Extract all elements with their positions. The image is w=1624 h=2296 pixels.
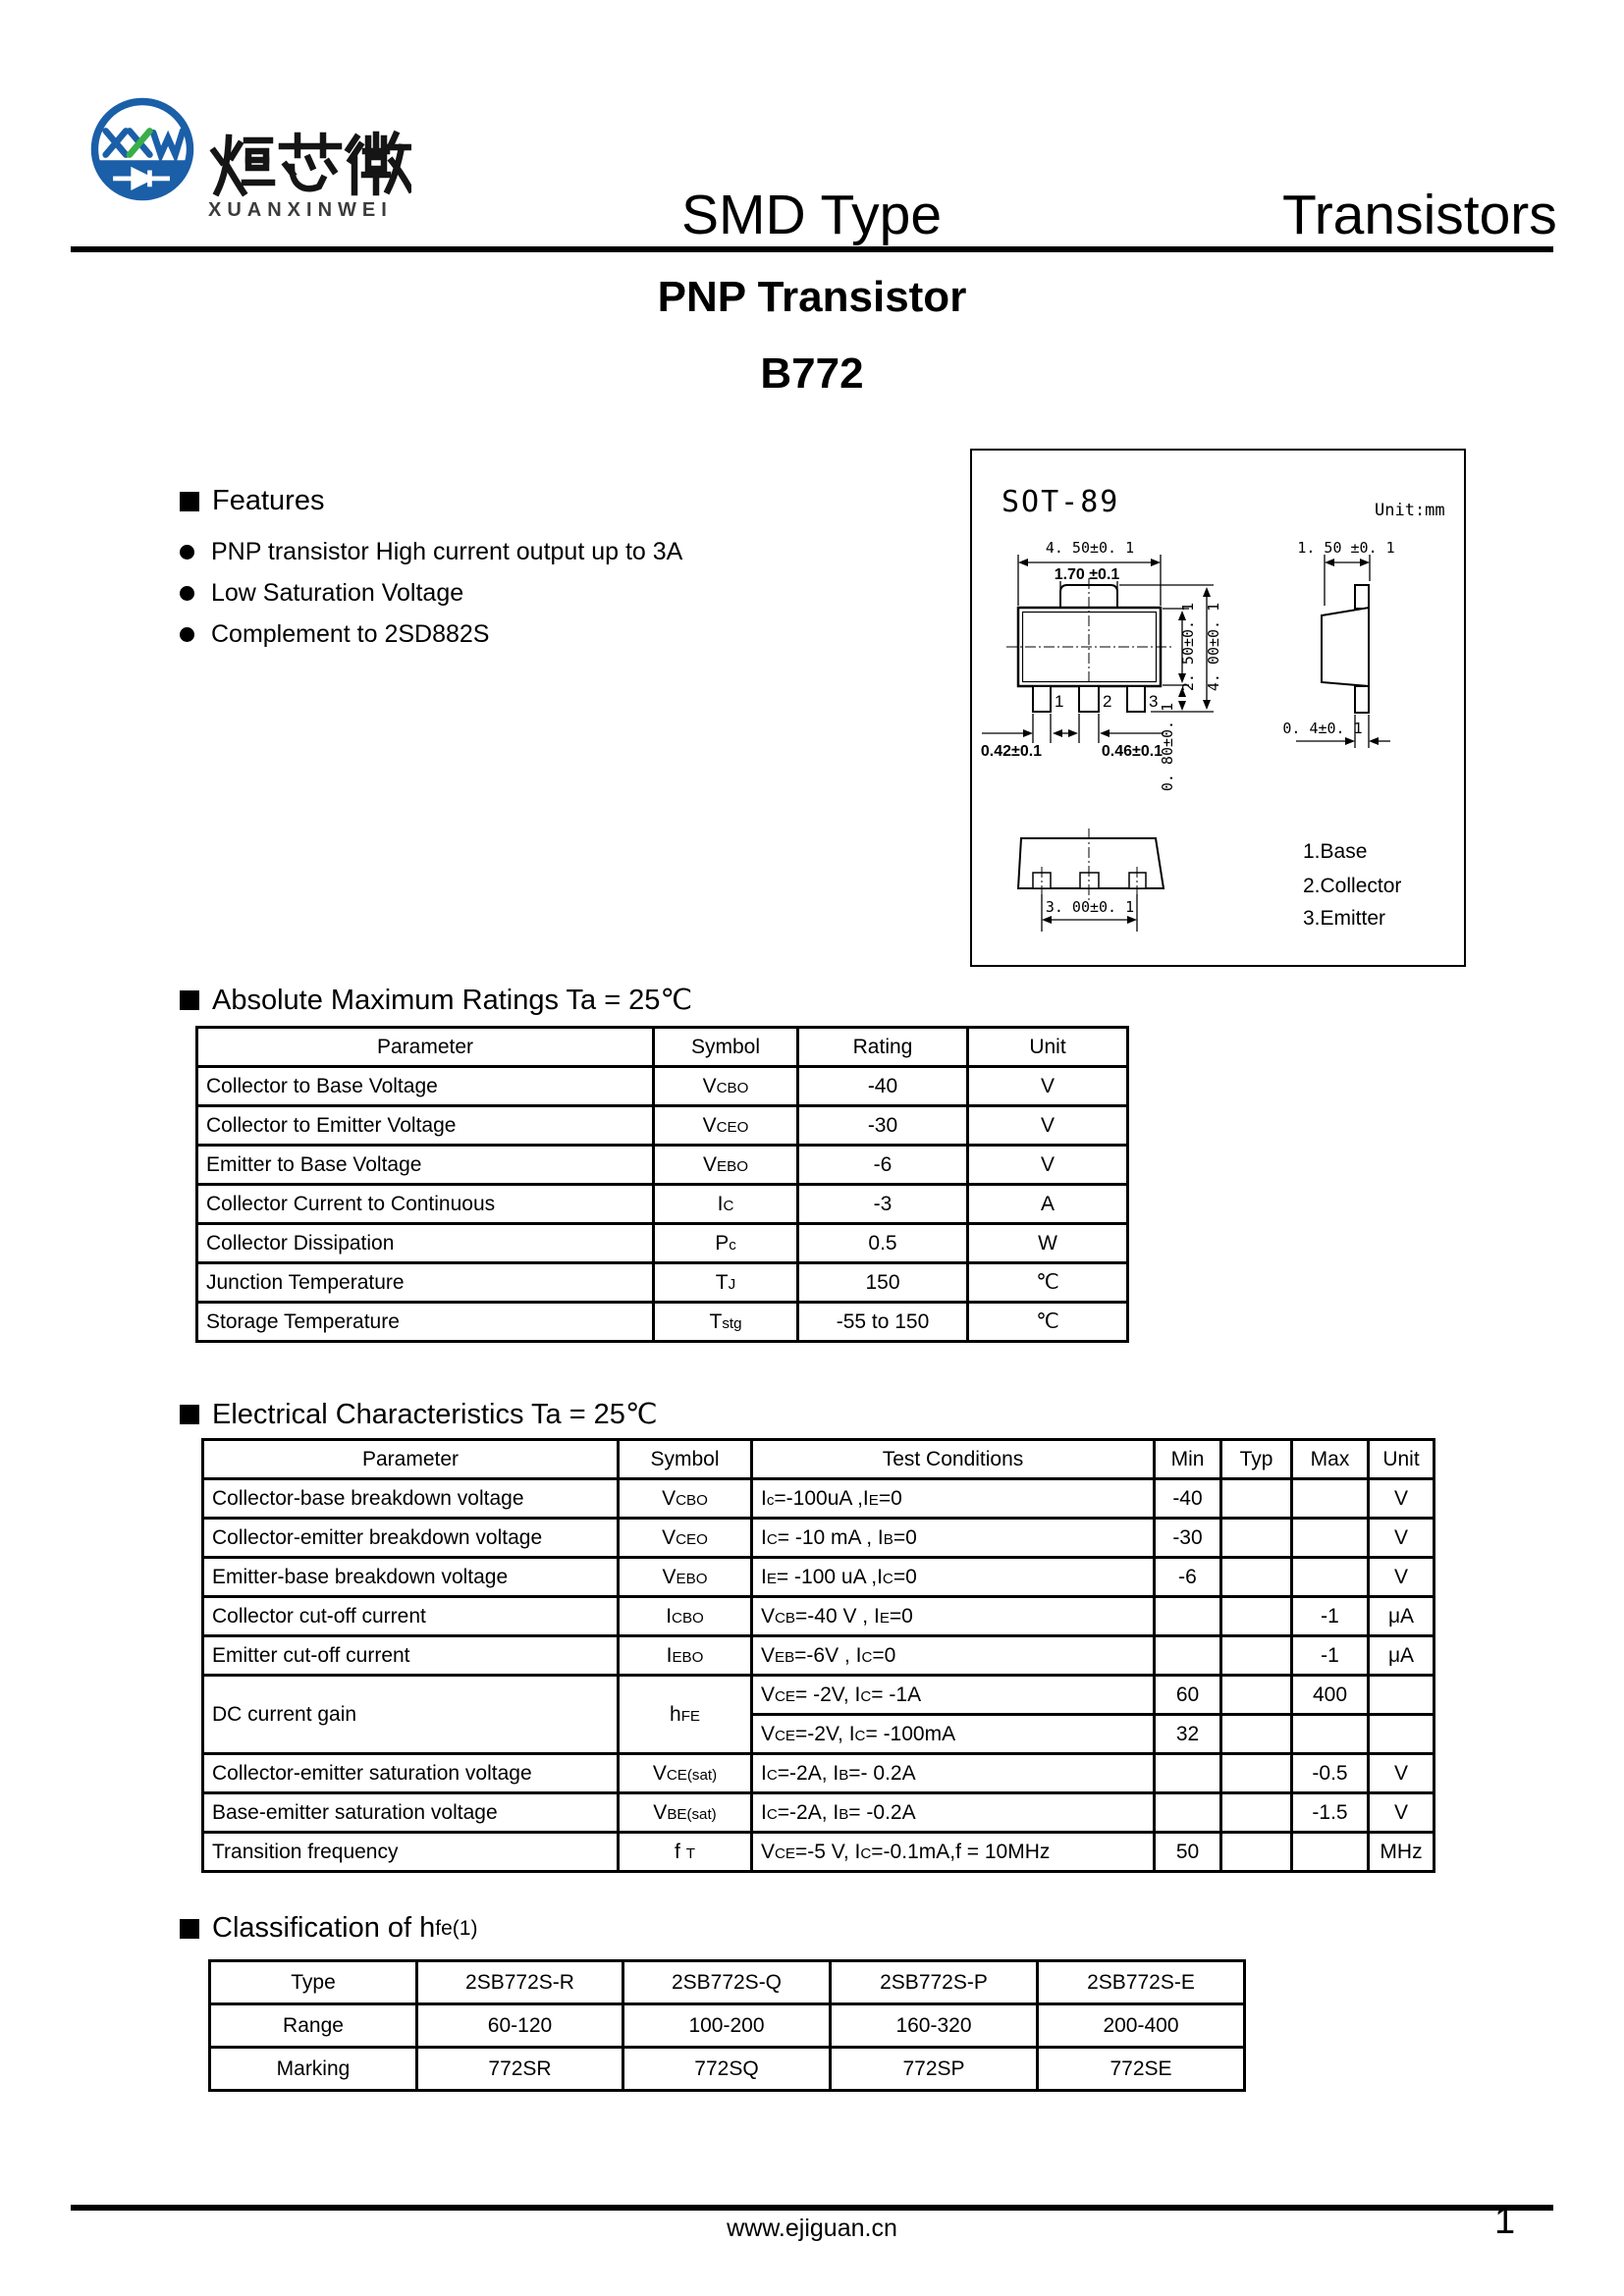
max-cell: -1 — [1292, 1597, 1369, 1636]
cond-cell: IC=-2A, IB= -0.2A — [752, 1793, 1155, 1833]
pin-name-collector: 2.Collector — [1303, 875, 1402, 897]
param-cell: Junction Temperature — [197, 1263, 654, 1303]
col-header-parameter: Parameter — [203, 1440, 619, 1479]
pin-number-3: 3 — [1149, 692, 1159, 711]
type-cell: 2SB772S-R — [417, 1961, 623, 2004]
pin-name-base: 1.Base — [1303, 840, 1368, 863]
table-row — [210, 2004, 1245, 2048]
symbol-cell: TJ — [654, 1263, 798, 1303]
unit-cell: A — [968, 1185, 1128, 1224]
max-cell — [1292, 1715, 1369, 1754]
symbol-cell: VCEO — [619, 1519, 752, 1558]
col-header-parameter: Parameter — [197, 1028, 654, 1067]
symbol-cell: Pc — [654, 1224, 798, 1263]
col-header-min: Min — [1155, 1440, 1221, 1479]
table-row — [203, 1636, 1435, 1676]
symbol-cell: VEBO — [654, 1146, 798, 1185]
feature-text: PNP transistor High current output up to 3A — [211, 537, 683, 565]
min-cell: 60 — [1155, 1676, 1221, 1715]
rating-cell: 0.5 — [798, 1224, 968, 1263]
pin-number-2: 2 — [1103, 692, 1112, 711]
symbol-cell: IC — [654, 1185, 798, 1224]
symbol-cell: hFE — [619, 1676, 752, 1754]
symbol-cell: VCE(sat) — [619, 1754, 752, 1793]
cond-cell: Ic=-100uA ,IE=0 — [752, 1479, 1155, 1519]
typ-cell — [1221, 1833, 1292, 1872]
type-cell: 2SB772S-Q — [623, 1961, 831, 2004]
electrical-table — [201, 1438, 1435, 1873]
param-cell: Emitter-base breakdown voltage — [203, 1558, 619, 1597]
table-row — [197, 1106, 1128, 1146]
unit-cell: V — [968, 1067, 1128, 1106]
marking-cell: 772SE — [1038, 2048, 1245, 2091]
abs-max-table — [195, 1026, 1129, 1343]
type-cell: 2SB772S-E — [1038, 1961, 1245, 2004]
typ-cell — [1221, 1519, 1292, 1558]
param-cell: Base-emitter saturation voltage — [203, 1793, 619, 1833]
max-cell — [1292, 1479, 1369, 1519]
unit-cell: W — [968, 1224, 1128, 1263]
unit-cell — [1369, 1676, 1435, 1715]
classification-heading-label: Classification of h — [212, 1912, 436, 1944]
bullet-icon — [180, 545, 194, 560]
dim-total-height-label: 4. 00±0. 1 — [1205, 602, 1222, 692]
range-header-cell: Range — [210, 2004, 417, 2048]
col-header-unit: Unit — [1369, 1440, 1435, 1479]
param-cell: Collector Dissipation — [197, 1224, 654, 1263]
symbol-cell: VEBO — [619, 1558, 752, 1597]
company-name-chinese — [209, 130, 411, 200]
pin-number-1: 1 — [1055, 692, 1064, 711]
feature-item — [180, 572, 682, 614]
col-header-symbol: Symbol — [654, 1028, 798, 1067]
param-cell: Collector-base breakdown voltage — [203, 1479, 619, 1519]
min-cell — [1155, 1793, 1221, 1833]
unit-cell: ℃ — [968, 1263, 1128, 1303]
table-row — [197, 1185, 1128, 1224]
rating-cell: -3 — [798, 1185, 968, 1224]
typ-cell — [1221, 1558, 1292, 1597]
col-header-max: Max — [1292, 1440, 1369, 1479]
rating-cell: -30 — [798, 1106, 968, 1146]
typ-cell — [1221, 1793, 1292, 1833]
col-header-rating: Rating — [798, 1028, 968, 1067]
table-row — [203, 1558, 1435, 1597]
section-square-icon — [180, 1919, 199, 1939]
typ-cell — [1221, 1715, 1292, 1754]
symbol-cell: VBE(sat) — [619, 1793, 752, 1833]
max-cell — [1292, 1833, 1369, 1872]
cond-cell: VCE=-5 V, IC=-0.1mA,f = 10MHz — [752, 1833, 1155, 1872]
table-row — [197, 1263, 1128, 1303]
feature-item — [180, 531, 682, 572]
min-cell: -40 — [1155, 1479, 1221, 1519]
features-section-heading — [180, 485, 324, 517]
rating-cell: 150 — [798, 1263, 968, 1303]
param-cell: Collector-emitter breakdown voltage — [203, 1519, 619, 1558]
dim-tab-width-label: 1.70 ±0.1 — [1054, 566, 1120, 583]
param-cell: Collector-emitter saturation voltage — [203, 1754, 619, 1793]
unit-cell: μA — [1369, 1597, 1435, 1636]
package-outline-box — [970, 449, 1466, 967]
param-cell: DC current gain — [203, 1676, 619, 1754]
symbol-cell: f T — [619, 1833, 752, 1872]
section-square-icon — [180, 492, 199, 511]
feature-item — [180, 614, 682, 655]
table-header-row — [210, 1961, 1245, 2004]
typ-cell — [1221, 1479, 1292, 1519]
table-row — [197, 1303, 1128, 1342]
company-logo-mark — [87, 94, 197, 204]
pin-name-emitter: 3.Emitter — [1303, 907, 1386, 930]
bullet-icon — [180, 586, 194, 601]
bullet-icon — [180, 627, 194, 642]
package-name-label: SOT-89 — [1001, 485, 1120, 519]
type-cell: 2SB772S-P — [831, 1961, 1038, 2004]
unit-cell: V — [1369, 1558, 1435, 1597]
doc-category-heading: Transistors — [1282, 184, 1557, 246]
marking-header-cell: Marking — [210, 2048, 417, 2091]
cond-cell: VCE=-2V, IC= -100mA — [752, 1715, 1155, 1754]
min-cell — [1155, 1636, 1221, 1676]
typ-cell — [1221, 1754, 1292, 1793]
header-rule — [71, 246, 1553, 252]
col-header-test-conditions: Test Conditions — [752, 1440, 1155, 1479]
dim-pin-thickness-label: 0. 4±0. 1 — [1282, 720, 1363, 737]
max-cell: -1.5 — [1292, 1793, 1369, 1833]
unit-cell: V — [1369, 1519, 1435, 1558]
col-header-symbol: Symbol — [619, 1440, 752, 1479]
symbol-cell: VCEO — [654, 1106, 798, 1146]
table-row — [203, 1754, 1435, 1793]
part-number-title: B772 — [760, 349, 864, 398]
range-cell: 160-320 — [831, 2004, 1038, 2048]
min-cell — [1155, 1754, 1221, 1793]
min-cell: 32 — [1155, 1715, 1221, 1754]
table-row — [210, 2048, 1245, 2091]
min-cell: -30 — [1155, 1519, 1221, 1558]
param-cell: Emitter cut-off current — [203, 1636, 619, 1676]
param-cell: Collector cut-off current — [203, 1597, 619, 1636]
param-cell: Transition frequency — [203, 1833, 619, 1872]
company-name-latin: XUANXINWEI — [208, 199, 393, 221]
footer-website: www.ejiguan.cn — [727, 2215, 897, 2242]
symbol-cell: VCBO — [619, 1479, 752, 1519]
symbol-cell: IEBO — [619, 1636, 752, 1676]
table-row — [203, 1519, 1435, 1558]
classification-heading-subscript: fe(1) — [435, 1916, 478, 1940]
dim-pin-pitch-label: 3. 00±0. 1 — [1045, 898, 1135, 916]
marking-cell: 772SP — [831, 2048, 1038, 2091]
min-cell: 50 — [1155, 1833, 1221, 1872]
page-title: PNP Transistor — [657, 273, 967, 321]
symbol-cell: Tstg — [654, 1303, 798, 1342]
type-header-cell: Type — [210, 1961, 417, 2004]
symbol-cell: ICBO — [619, 1597, 752, 1636]
unit-cell — [1369, 1715, 1435, 1754]
param-cell: Collector to Emitter Voltage — [197, 1106, 654, 1146]
unit-label: Unit:mm — [1375, 501, 1445, 520]
range-cell: 60-120 — [417, 2004, 623, 2048]
col-header-typ: Typ — [1221, 1440, 1292, 1479]
min-cell — [1155, 1597, 1221, 1636]
max-cell: -0.5 — [1292, 1754, 1369, 1793]
unit-cell: V — [1369, 1479, 1435, 1519]
footer-rule — [71, 2205, 1553, 2211]
table-header-row — [203, 1440, 1435, 1479]
max-cell — [1292, 1558, 1369, 1597]
cond-cell: IE= -100 uA ,IC=0 — [752, 1558, 1155, 1597]
unit-cell: V — [1369, 1793, 1435, 1833]
unit-cell: MHz — [1369, 1833, 1435, 1872]
cond-cell: VCE= -2V, IC= -1A — [752, 1676, 1155, 1715]
classification-table — [208, 1959, 1246, 2092]
section-square-icon — [180, 990, 199, 1010]
param-cell: Collector Current to Continuous — [197, 1185, 654, 1224]
table-row — [203, 1833, 1435, 1872]
table-row — [197, 1146, 1128, 1185]
marking-cell: 772SQ — [623, 2048, 831, 2091]
param-cell: Storage Temperature — [197, 1303, 654, 1342]
dim-side-width-label: 1. 50 ±0. 1 — [1297, 539, 1395, 557]
table-row — [203, 1597, 1435, 1636]
max-cell — [1292, 1519, 1369, 1558]
feature-text: Complement to 2SD882S — [211, 619, 490, 648]
classification-section-heading — [180, 1912, 477, 1945]
unit-cell: V — [968, 1146, 1128, 1185]
max-cell: 400 — [1292, 1676, 1369, 1715]
page-number: 1 — [1494, 2201, 1516, 2242]
electrical-heading-label: Electrical Characteristics Ta = 25℃ — [212, 1399, 658, 1430]
typ-cell — [1221, 1636, 1292, 1676]
cond-cell: IC=-2A, IB=- 0.2A — [752, 1754, 1155, 1793]
doc-type-heading: SMD Type — [681, 184, 943, 246]
rating-cell: -40 — [798, 1067, 968, 1106]
abs-max-section-heading — [180, 983, 692, 1017]
table-row — [203, 1676, 1435, 1715]
param-cell: Collector to Base Voltage — [197, 1067, 654, 1106]
cond-cell: VCB=-40 V , IE=0 — [752, 1597, 1155, 1636]
typ-cell — [1221, 1597, 1292, 1636]
unit-cell: ℃ — [968, 1303, 1128, 1342]
marking-cell: 772SR — [417, 2048, 623, 2091]
features-heading-label: Features — [212, 485, 325, 516]
table-row — [197, 1067, 1128, 1106]
feature-text: Low Saturation Voltage — [211, 578, 464, 607]
rating-cell: -55 to 150 — [798, 1303, 968, 1342]
dim-pin-width-label: 0.46±0.1 — [1101, 743, 1164, 760]
table-row — [203, 1479, 1435, 1519]
table-header-row — [197, 1028, 1128, 1067]
unit-cell: μA — [1369, 1636, 1435, 1676]
rating-cell: -6 — [798, 1146, 968, 1185]
max-cell: -1 — [1292, 1636, 1369, 1676]
col-header-unit: Unit — [968, 1028, 1128, 1067]
dim-body-height-label: 2. 50±0. 1 — [1179, 602, 1197, 692]
cond-cell: VEB=-6V , IC=0 — [752, 1636, 1155, 1676]
dim-pin-length-label: 0. 80±0. 1 — [1159, 702, 1176, 792]
package-drawing — [972, 451, 1464, 965]
typ-cell — [1221, 1676, 1292, 1715]
unit-cell: V — [1369, 1754, 1435, 1793]
dim-front-width-label: 4. 50±0. 1 — [1045, 539, 1135, 557]
param-cell: Emitter to Base Voltage — [197, 1146, 654, 1185]
cond-cell: IC= -10 mA , IB=0 — [752, 1519, 1155, 1558]
features-list — [180, 531, 682, 655]
section-square-icon — [180, 1405, 199, 1424]
abs-max-heading-label: Absolute Maximum Ratings Ta = 25℃ — [212, 985, 693, 1016]
range-cell: 200-400 — [1038, 2004, 1245, 2048]
min-cell: -6 — [1155, 1558, 1221, 1597]
table-row — [197, 1224, 1128, 1263]
symbol-cell: VCBO — [654, 1067, 798, 1106]
unit-cell: V — [968, 1106, 1128, 1146]
range-cell: 100-200 — [623, 2004, 831, 2048]
table-row — [203, 1793, 1435, 1833]
dim-pin-offset-label: 0.42±0.1 — [980, 743, 1043, 760]
electrical-section-heading — [180, 1397, 658, 1431]
